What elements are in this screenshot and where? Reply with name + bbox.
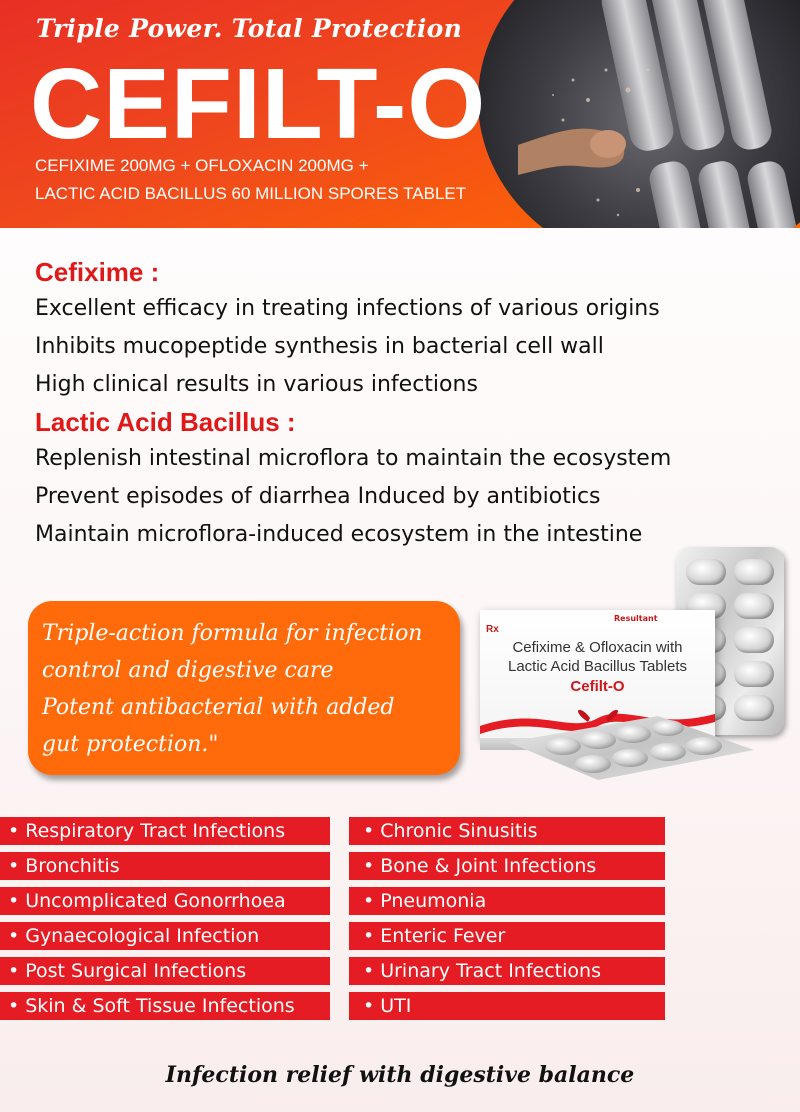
section-title-lactic-acid-bacillus: Lactic Acid Bacillus :	[35, 407, 296, 437]
tagline: Triple Power. Total Protection	[36, 14, 463, 43]
feature-point: Inhibits mucopeptide synthesis in bacterial cell wall	[35, 334, 604, 359]
brand-title: CEFILT-O	[30, 48, 487, 160]
composition-line-2: LACTIC ACID BACILLUS 60 MILLION SPORES TABLET	[35, 184, 467, 203]
pack-brand: Cefilt-O	[570, 678, 625, 695]
indication-item: • Chronic Sinusitis	[349, 817, 665, 845]
indication-item: • Urinary Tract Infections	[349, 957, 665, 985]
quote-line: Triple-action formula for infection	[42, 621, 423, 646]
quote-box	[28, 601, 460, 775]
composition-line-1: CEFIXIME 200MG + OFLOXACIN 200MG +	[35, 156, 369, 175]
indication-item: • Enteric Fever	[349, 922, 665, 950]
pack-description	[490, 638, 705, 676]
composition	[35, 152, 515, 208]
pack-line-2: Lactic Acid Bacillus Tablets	[508, 658, 687, 675]
quote-line: Potent antibacterial with added	[42, 695, 395, 720]
feature-point: Replenish intestinal microflora to maintain the ecosystem	[35, 446, 672, 471]
indication-item: • UTI	[349, 992, 665, 1020]
pack-line-1: Cefixime & Ofloxacin with	[512, 639, 683, 656]
section-title-cefixime: Cefixime :	[35, 257, 160, 287]
feature-point: High clinical results in various infections	[35, 372, 478, 397]
rx-label: Rx	[486, 624, 499, 635]
indication-item: • Respiratory Tract Infections	[0, 817, 330, 845]
indication-item: • Skin & Soft Tissue Infections	[0, 992, 330, 1020]
header-banner	[0, 0, 800, 228]
indication-item: • Bronchitis	[0, 852, 330, 880]
feature-point: Excellent efficacy in treating infections of various origins	[35, 296, 660, 321]
quote-line: gut protection."	[42, 732, 219, 757]
feature-point: Maintain microflora-induced ecosystem in the intestine	[35, 522, 643, 547]
indication-item: • Bone & Joint Infections	[349, 852, 665, 880]
indication-item: • Pneumonia	[349, 887, 665, 915]
blister-flat-image	[508, 712, 758, 782]
indication-item: • Uncomplicated Gonorrhoea	[0, 887, 330, 915]
fist-punching-bone-icon	[478, 0, 800, 228]
company-logo: Resultant	[614, 614, 658, 623]
footer-slogan: Infection relief with digestive balance	[165, 1062, 635, 1088]
feature-list	[35, 254, 775, 554]
indication-item: • Post Surgical Infections	[0, 957, 330, 985]
indication-item: • Gynaecological Infection	[0, 922, 330, 950]
quote-line: control and digestive care	[42, 658, 334, 683]
feature-point: Prevent episodes of diarrhea Induced by antibiotics	[35, 484, 601, 509]
